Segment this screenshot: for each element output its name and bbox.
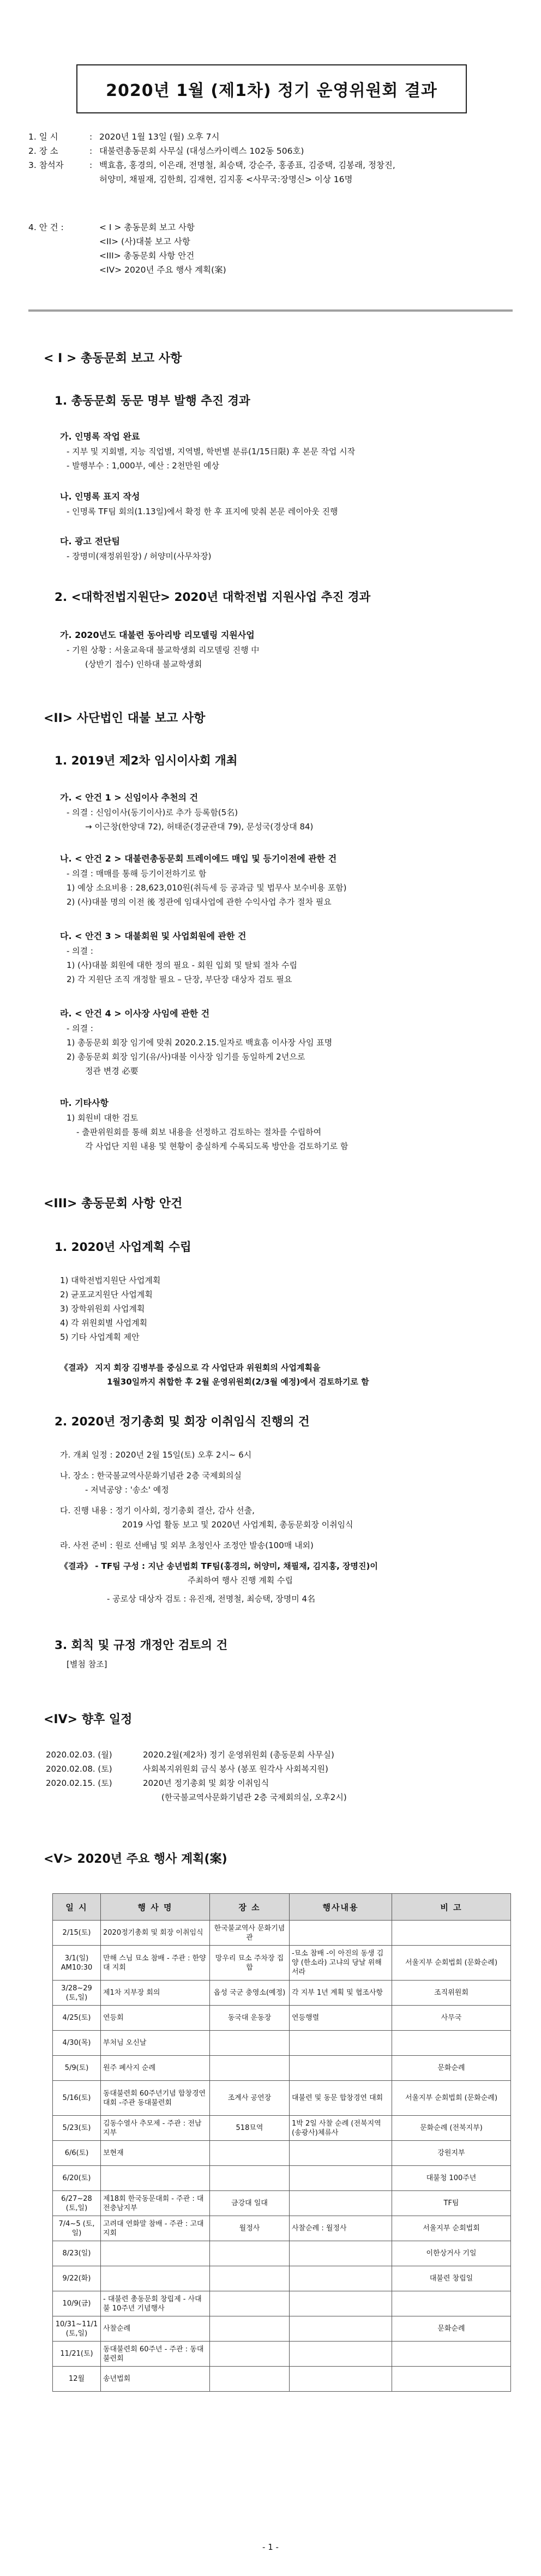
cell-event: 고려대 연화말 참배 - 주관 : 고대 지회 bbox=[101, 2216, 210, 2241]
cell-event: 연등회 bbox=[101, 2006, 210, 2031]
cell-content bbox=[290, 2031, 392, 2056]
cell-event: 김동수열사 추모제 - 주관 : 전남지부 bbox=[101, 2116, 210, 2141]
item-line: 2) (사)대불 명의 이전 後 정관에 임대사업에 관한 수익사업 추가 절차 필요 bbox=[67, 897, 332, 907]
event-table bbox=[52, 1893, 511, 2392]
schedule-detail: - 저녁공양 : '송소' 예정 bbox=[85, 1485, 169, 1495]
table-row bbox=[53, 2166, 511, 2191]
cell-note: 서울지부 순회법회 bbox=[392, 2216, 511, 2241]
section-heading: < I > 총동문회 보고 사항 bbox=[44, 352, 182, 365]
agenda-item: < I > 총동문회 보고 사항 bbox=[99, 222, 195, 232]
table-row bbox=[53, 2241, 511, 2266]
cell-note: 사무국 bbox=[392, 2006, 511, 2031]
cell-content: 대불련 및 동문 합창경연 대회 bbox=[290, 2081, 392, 2116]
cell-content bbox=[290, 2342, 392, 2367]
cell-date: 6/6(토) bbox=[53, 2141, 101, 2166]
table-row bbox=[53, 2191, 511, 2216]
item-line: - 의결 : 신임이사(동기이사)로 추가 등록함(5名) bbox=[67, 808, 238, 817]
result-line: 1월30일까지 취합한 후 2월 운영위원회(2/3월 예정)에서 검토하기로 함 bbox=[107, 1377, 369, 1387]
cell-note: 문화순례 (전북지부) bbox=[392, 2116, 511, 2141]
cell-content: -묘소 참배 -이 아진의 동생 김양 (한소라) 고냐의 당날 위해 서라 bbox=[290, 1946, 392, 1981]
meta-value: 2020년 1월 13일 (월) 오후 7시 bbox=[99, 132, 220, 142]
schedule-date: 2020.02.15. (토) bbox=[46, 1778, 112, 1788]
table-row bbox=[53, 1921, 511, 1946]
section-heading: <V> 2020년 주요 행사 계획(案) bbox=[44, 1852, 227, 1866]
item-line: - 인명록 TF팀 회의(1.13일)에서 확정 한 후 표지에 맞춰 본문 레이아웃 진행 bbox=[67, 507, 338, 516]
table-row bbox=[53, 2291, 511, 2316]
cell-event: 제1차 지부장 회의 bbox=[101, 1981, 210, 2006]
header-content: 행사내용 bbox=[290, 1894, 392, 1921]
cell-content bbox=[290, 2056, 392, 2081]
schedule-text: 사회복지위원회 금식 봉사 (봉포 원각사 사회복지원) bbox=[143, 1764, 328, 1774]
cell-content bbox=[290, 2367, 392, 2392]
meta-key bbox=[28, 172, 89, 186]
cell-event: - 대불련 총동문회 창립제 - 사대불 10주년 기념행사 bbox=[101, 2291, 210, 2316]
meta-value: 대불련총동문회 사무실 (대성스카이렉스 102동 506호) bbox=[99, 146, 304, 156]
meta-sep bbox=[89, 172, 99, 186]
item-line: (상반기 접수) 인하대 불교학생회 bbox=[85, 659, 202, 669]
meta-row bbox=[28, 130, 519, 144]
cell-place bbox=[210, 2031, 290, 2056]
table-row bbox=[53, 2316, 511, 2342]
cell-date: 4/30(목) bbox=[53, 2031, 101, 2056]
cell-event bbox=[101, 2166, 210, 2191]
cell-place bbox=[210, 2266, 290, 2291]
item-title: 가. < 안건 1 > 신임이사 추천의 건 bbox=[60, 792, 199, 803]
schedule-text: 2020년 정기총회 및 회장 이취임식 bbox=[143, 1778, 269, 1788]
item-title: 가. 2020년도 대불련 동아리방 리모델링 지원사업 bbox=[60, 630, 255, 640]
cell-place bbox=[210, 2056, 290, 2081]
cell-place bbox=[210, 2367, 290, 2392]
agenda-items bbox=[99, 220, 226, 277]
cell-date: 6/27~28 (토,일) bbox=[53, 2191, 101, 2216]
cell-note: 서울지부 순회법회 (문화순례) bbox=[392, 2081, 511, 2116]
item-line: - 지부 및 지회별, 지능 직업별, 지역별, 학번별 분류(1/15日限) 후 본문 작업 시작 bbox=[67, 447, 356, 456]
cell-event: 2020정기총회 및 회장 이취임식 bbox=[101, 1921, 210, 1946]
meta-key: 3. 참석자 bbox=[28, 160, 64, 170]
cell-date: 11/21(토) bbox=[53, 2342, 101, 2367]
result-line: 《결과》 지지 회장 김병부를 중심으로 각 사업단과 위원회의 사업계획을 bbox=[60, 1363, 321, 1373]
item-line: 1) 예상 소요비용 : 28,623,010원(취득세 등 공과금 및 법무사 보수비용 포함) bbox=[67, 883, 347, 893]
cell-note: 대불청 100주년 bbox=[392, 2166, 511, 2191]
cell-note: 조직위원회 bbox=[392, 1981, 511, 2006]
cell-note bbox=[392, 2367, 511, 2392]
cell-place: 동국대 운동장 bbox=[210, 2006, 290, 2031]
cell-date: 10/9(금) bbox=[53, 2291, 101, 2316]
item-line: - 의결 : 매매를 통해 등기이전하기로 함 bbox=[67, 869, 207, 878]
schedule-text: 2020.2월(제2차) 정기 운영위원회 (총동문회 사무실) bbox=[143, 1750, 334, 1760]
schedule-detail: 가. 개최 일정 : 2020년 2월 15일(토) 오후 2시~ 6시 bbox=[60, 1450, 252, 1460]
cell-date: 5/16(토) bbox=[53, 2081, 101, 2116]
item-line: 1) 회원비 대한 검토 bbox=[67, 1113, 139, 1123]
cell-note: 서울지부 순회법회 (문화순례) bbox=[392, 1946, 511, 1981]
event-table-wrap bbox=[52, 1893, 510, 2392]
cell-date: 3/28~29 (토,일) bbox=[53, 1981, 101, 2006]
cell-content bbox=[290, 2191, 392, 2216]
cell-content bbox=[290, 2266, 392, 2291]
plan-line: 1) 대학전법지원단 사업계획 bbox=[60, 1275, 161, 1285]
subsection-title: 2. 2020년 정기총회 및 회장 이취임식 진행의 건 bbox=[55, 1415, 310, 1429]
cell-event: 사찰순례 bbox=[101, 2316, 210, 2342]
cell-note bbox=[392, 1921, 511, 1946]
item-title: 다. 광고 전단팀 bbox=[60, 536, 120, 546]
cell-content bbox=[290, 2166, 392, 2191]
cell-place bbox=[210, 2241, 290, 2266]
item-line: - 발행부수 : 1,000부, 예산 : 2천만원 예상 bbox=[67, 461, 220, 471]
cell-place bbox=[210, 2342, 290, 2367]
meta-row bbox=[28, 158, 519, 172]
agenda-row bbox=[28, 220, 508, 277]
meta-key: 1. 일 시 bbox=[28, 132, 58, 142]
cell-date: 6/20(토) bbox=[53, 2166, 101, 2191]
cell-event: 동대불련회 60주년기념 합창경연 대회 -주관 동대불련회 bbox=[101, 2081, 210, 2116]
table-row bbox=[53, 2116, 511, 2141]
meta-sep: : bbox=[89, 160, 93, 170]
table-row bbox=[53, 2216, 511, 2241]
table-row bbox=[53, 1946, 511, 1981]
cell-content: 1박 2일 사찰 순례 (전북지역(송광사)체류사 bbox=[290, 2116, 392, 2141]
cell-date: 3/1(일) AM10:30 bbox=[53, 1946, 101, 1981]
header-date: 일 시 bbox=[53, 1894, 101, 1921]
cell-date: 2/15(토) bbox=[53, 1921, 101, 1946]
table-row bbox=[53, 2056, 511, 2081]
cell-note bbox=[392, 2291, 511, 2316]
result-line: 주최하여 행사 진행 계획 수립 bbox=[188, 1575, 293, 1585]
table-row bbox=[53, 2006, 511, 2031]
schedule-date: 2020.02.08. (토) bbox=[46, 1764, 112, 1774]
page-number: - 1 - bbox=[262, 2542, 279, 2552]
meta-sep: : bbox=[89, 146, 93, 156]
cell-place: 한국불교역사 문화기념관 bbox=[210, 1921, 290, 1946]
cell-date: 7/4~5 (토,일) bbox=[53, 2216, 101, 2241]
plan-line: 2) 균포교지원단 사업계획 bbox=[60, 1290, 153, 1299]
item-line: - 출판위원회를 통해 회보 내용을 선정하고 검토하는 절차를 수립하여 bbox=[76, 1127, 322, 1137]
item-line: 1) (사)대불 회원에 대한 정의 필요 - 회원 입회 및 탈퇴 절차 수립 bbox=[67, 960, 298, 970]
item-line: - 의결 : bbox=[67, 1024, 93, 1033]
meta-sep: : bbox=[89, 132, 93, 142]
meta-row bbox=[28, 144, 519, 158]
item-line: - 의결 : bbox=[67, 946, 93, 956]
header-event: 행 사 명 bbox=[101, 1894, 210, 1921]
cell-place bbox=[210, 2316, 290, 2342]
cell-place: 옵성 국군 충영소(예정) bbox=[210, 1981, 290, 2006]
schedule-detail: 다. 진행 내용 : 정기 이사회, 정기총회 결산, 감사 선출, bbox=[60, 1506, 255, 1515]
cell-event: 동대불련회 60주년 - 주관 : 동대불련회 bbox=[101, 2342, 210, 2367]
cell-event: 송년법회 bbox=[101, 2367, 210, 2392]
subsection-title: 2. <대학전법지원단> 2020년 대학전법 지원사업 추진 경과 bbox=[55, 591, 371, 604]
item-title: 나. 인명록 표지 작성 bbox=[60, 491, 140, 502]
cell-place bbox=[210, 2291, 290, 2316]
cell-event: 만해 스님 묘소 참배 - 주관 : 한양대 지회 bbox=[101, 1946, 210, 1981]
cell-content: 각 지부 1년 계획 및 협조사항 bbox=[290, 1981, 392, 2006]
cell-event bbox=[101, 2266, 210, 2291]
meta-value: 허양미, 채필재, 김한희, 김재현, 김지홍 <사무국:장명신> 이상 16명 bbox=[99, 174, 353, 184]
agenda-key: 4. 안 건 : bbox=[28, 222, 64, 232]
plan-line: 4) 각 위원회별 사업계획 bbox=[60, 1318, 148, 1328]
cell-content bbox=[290, 2141, 392, 2166]
cell-date: 8/23(일) bbox=[53, 2241, 101, 2266]
schedule-detail: 나. 장소 : 한국불교역사문화기념관 2층 국제회의실 bbox=[60, 1471, 242, 1480]
table-row bbox=[53, 2141, 511, 2166]
section-heading: <II> 사단법인 대불 보고 사항 bbox=[44, 712, 206, 725]
cell-note bbox=[392, 2342, 511, 2367]
table-header-row bbox=[53, 1894, 511, 1921]
event-table-body bbox=[53, 1921, 511, 2392]
plan-line: 5) 기타 사업계획 제안 bbox=[60, 1332, 140, 1342]
result-line: 《결과》 - TF팀 구성 : 지난 송년법회 TF팀(홍경의, 허양미, 채필재, 김지홍, 장명진)이 bbox=[60, 1561, 378, 1571]
cell-date: 9/22(화) bbox=[53, 2266, 101, 2291]
cell-note: 강원지부 bbox=[392, 2141, 511, 2166]
cell-note: 문화순례 bbox=[392, 2056, 511, 2081]
subsection-title: 1. 2019년 제2차 임시이사회 개최 bbox=[55, 754, 238, 768]
schedule-detail: 2019 사업 활동 보고 및 2020년 사업계획, 총동문회장 이취임식 bbox=[122, 1520, 353, 1530]
attachment-note: [별첨 참조] bbox=[67, 1659, 107, 1669]
cell-event bbox=[101, 2241, 210, 2266]
cell-event: 보현재 bbox=[101, 2141, 210, 2166]
cell-date: 10/31~11/1 (토,일) bbox=[53, 2316, 101, 2342]
agenda-item: <II> (사)대불 보고 사항 bbox=[99, 237, 190, 246]
cell-note: 대불련 창립일 bbox=[392, 2266, 511, 2291]
item-title: 가. 인명록 작업 완료 bbox=[60, 431, 140, 442]
cell-event: 부처님 오신날 bbox=[101, 2031, 210, 2056]
cell-content bbox=[290, 2241, 392, 2266]
table-row bbox=[53, 2342, 511, 2367]
item-line: 2) 각 지원단 조직 개정할 필요 – 단장, 부단장 대상자 검토 필요 bbox=[67, 974, 292, 984]
cell-content bbox=[290, 2291, 392, 2316]
agenda-item: <IV> 2020년 주요 행사 계획(案) bbox=[99, 265, 226, 275]
section-heading: <IV> 향후 일정 bbox=[44, 1713, 133, 1726]
meta-row bbox=[28, 172, 519, 186]
cell-note: TF팀 bbox=[392, 2191, 511, 2216]
table-row bbox=[53, 2081, 511, 2116]
table-row bbox=[53, 2367, 511, 2392]
item-title: 마. 기타사항 bbox=[60, 1098, 109, 1108]
result-line: - 공로상 대상자 검토 : 유진재, 전명철, 최승택, 장명미 4名 bbox=[107, 1594, 316, 1604]
cell-place bbox=[210, 2166, 290, 2191]
meeting-meta bbox=[28, 130, 519, 186]
cell-date: 5/23(토) bbox=[53, 2116, 101, 2141]
agenda bbox=[28, 220, 508, 277]
cell-place: 월정사 bbox=[210, 2216, 290, 2241]
schedule-detail: 라. 사전 준비 : 원로 선배님 및 외부 초청인사 조정안 발송(100매 내외) bbox=[60, 1540, 314, 1550]
agenda-item: <III> 총동문회 사항 안건 bbox=[99, 251, 195, 261]
cell-note: 이한상거사 기일 bbox=[392, 2241, 511, 2266]
cell-place: 518묘역 bbox=[210, 2116, 290, 2141]
cell-event: 원주 폐사지 순례 bbox=[101, 2056, 210, 2081]
subsection-title: 1. 2020년 사업계획 수립 bbox=[55, 1241, 191, 1254]
cell-content: 사찰순례 : 월정사 bbox=[290, 2216, 392, 2241]
section-heading: <III> 총동문회 사항 안건 bbox=[44, 1197, 183, 1211]
cell-place bbox=[210, 2141, 290, 2166]
cell-note bbox=[392, 2031, 511, 2056]
subsection-title: 1. 총동문회 동문 명부 발행 추진 경과 bbox=[55, 394, 250, 408]
meta-key: 2. 장 소 bbox=[28, 146, 58, 156]
schedule-date: 2020.02.03. (월) bbox=[46, 1750, 112, 1760]
cell-place: 망우리 묘소 주차장 집합 bbox=[210, 1946, 290, 1981]
schedule-text: (한국불교역사문화기념관 2층 국제회의실, 오후2시) bbox=[161, 1792, 347, 1802]
cell-place: 조계사 공연장 bbox=[210, 2081, 290, 2116]
item-line: - 장명미(재정위원장) / 허양미(사무차장) bbox=[67, 551, 212, 561]
item-title: 나. < 안건 2 > 대불련총동문회 트레이에드 매입 및 등기이전에 관한 건 bbox=[60, 853, 337, 864]
table-row bbox=[53, 2266, 511, 2291]
cell-date: 12월 bbox=[53, 2367, 101, 2392]
item-line: → 이근창(한양대 72), 허태준(경균관대 79), 문성국(경상대 84) bbox=[85, 822, 314, 832]
cell-event: 제18회 한국동문대회 - 주관 : 대전충남지부 bbox=[101, 2191, 210, 2216]
cell-note: 문화순례 bbox=[392, 2316, 511, 2342]
table-row bbox=[53, 1981, 511, 2006]
plan-line: 3) 장학위원회 사업계획 bbox=[60, 1304, 145, 1314]
item-title: 다. < 안건 3 > 대불회원 및 사업회원에 관한 건 bbox=[60, 931, 247, 941]
cell-content: 연등행렬 bbox=[290, 2006, 392, 2031]
item-line: 각 사업단 지원 내용 및 현황이 충실하게 수록되도록 방안을 검토하기로 함 bbox=[85, 1141, 348, 1151]
item-line: 정관 변경 必要 bbox=[85, 1066, 139, 1076]
cell-content bbox=[290, 1921, 392, 1946]
cell-place: 금강대 일대 bbox=[210, 2191, 290, 2216]
cell-content bbox=[290, 2316, 392, 2342]
item-line: 2) 총동문회 회장 임기(유/사)대불 이사장 임기를 동일하게 2년으로 bbox=[67, 1052, 305, 1062]
cell-date: 5/9(토) bbox=[53, 2056, 101, 2081]
item-title: 라. < 안건 4 > 이사장 사임에 관한 건 bbox=[60, 1008, 210, 1019]
header-note: 비 고 bbox=[392, 1894, 511, 1921]
subsection-title: 3. 회칙 및 규정 개정안 검토의 건 bbox=[55, 1639, 228, 1652]
section-divider bbox=[28, 310, 513, 311]
item-line: - 기원 상황 : 서울교육대 불교학생회 리모델링 진행 中 bbox=[67, 645, 260, 655]
document-title: 2020년 1월 (제1차) 정기 운영위원회 결과 bbox=[76, 64, 467, 113]
meta-value: 백효흠, 홍경의, 이은래, 전명철, 최승택, 강순주, 홍종표, 김중택, 김봉래, 정창진, bbox=[99, 160, 395, 170]
header-place: 장 소 bbox=[210, 1894, 290, 1921]
item-line: 1) 총동문회 회장 임기에 맞춰 2020.2.15.일자로 백효흠 이사장 사임 표명 bbox=[67, 1038, 333, 1048]
cell-date: 4/25(토) bbox=[53, 2006, 101, 2031]
table-row bbox=[53, 2031, 511, 2056]
